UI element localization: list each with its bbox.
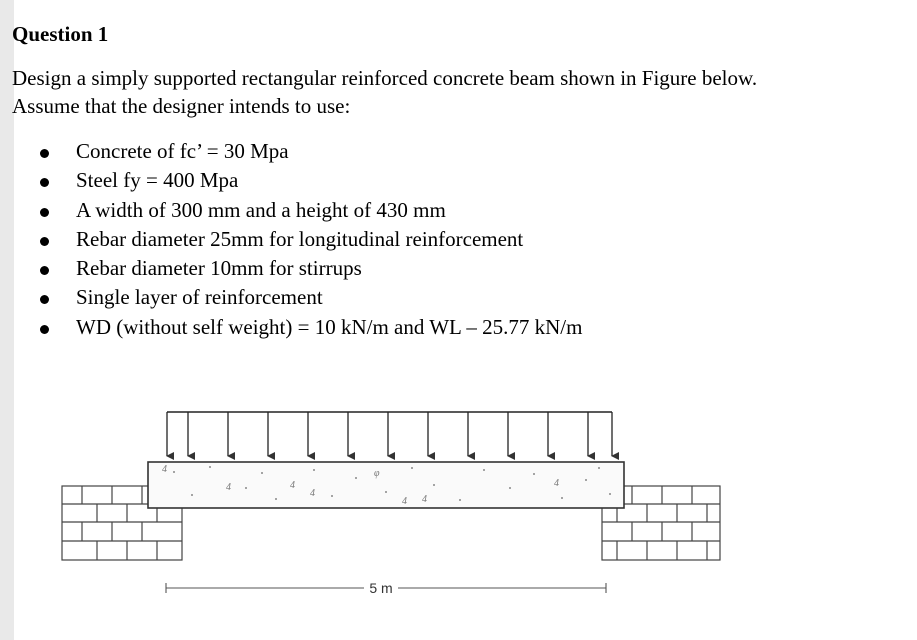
aggregate-mark: 4: [554, 478, 559, 489]
intro-line-1: Design a simply supported rectangular reinforced concrete beam shown in Figure below.: [12, 66, 758, 90]
list-item-text: A width of 300 mm and a height of 430 mm: [76, 197, 446, 222]
aggregate-mark: 4: [162, 464, 167, 475]
list-item-text: WD (without self weight) = 10 kN/m and WL – 25.77 kN/m: [76, 314, 583, 339]
list-item-text: Concrete of fc’ = 30 Mpa: [76, 139, 289, 163]
list-item: [14, 137, 582, 166]
intro-paragraph: [12, 64, 757, 120]
intro-line-2: Assume that the designer intends to use:: [12, 94, 351, 118]
beam-figure: [14, 400, 917, 640]
bullet-icon: [40, 149, 49, 158]
beam-diagram: [14, 400, 917, 640]
list-item-text: Steel fy = 400 Mpa: [76, 168, 239, 193]
list-item: [14, 313, 582, 342]
list-item-text: Rebar diameter 10mm for stirrups: [76, 256, 362, 281]
list-item: [14, 254, 582, 283]
question-title: Question 1: [12, 22, 109, 46]
bullet-icon: [40, 237, 49, 246]
aggregate-mark: 4: [226, 482, 231, 493]
list-item: [14, 166, 582, 195]
concrete-beam: [148, 462, 624, 508]
requirements-list: [14, 137, 582, 342]
aggregate-mark: 4: [422, 494, 427, 505]
aggregate-mark: 4: [402, 496, 407, 507]
bullet-icon: [40, 266, 49, 275]
bullet-icon: [40, 178, 49, 187]
aggregate-mark: φ: [374, 468, 380, 479]
bullet-icon: [40, 295, 49, 304]
aggregate-mark: 4: [290, 480, 295, 491]
list-item-text: Rebar diameter 25mm for longitudinal reinforcement: [76, 226, 524, 251]
bullet-icon: [40, 208, 49, 217]
aggregate-mark: 4: [310, 488, 315, 499]
document-page: [14, 0, 917, 640]
bullet-icon: [40, 325, 49, 334]
list-item-text: Single layer of reinforcement: [76, 285, 323, 310]
list-item: [14, 225, 582, 254]
list-item: [14, 196, 582, 225]
list-item: [14, 283, 582, 312]
span-label: 5 m: [369, 580, 393, 596]
distributed-load-arrows: [167, 412, 612, 456]
